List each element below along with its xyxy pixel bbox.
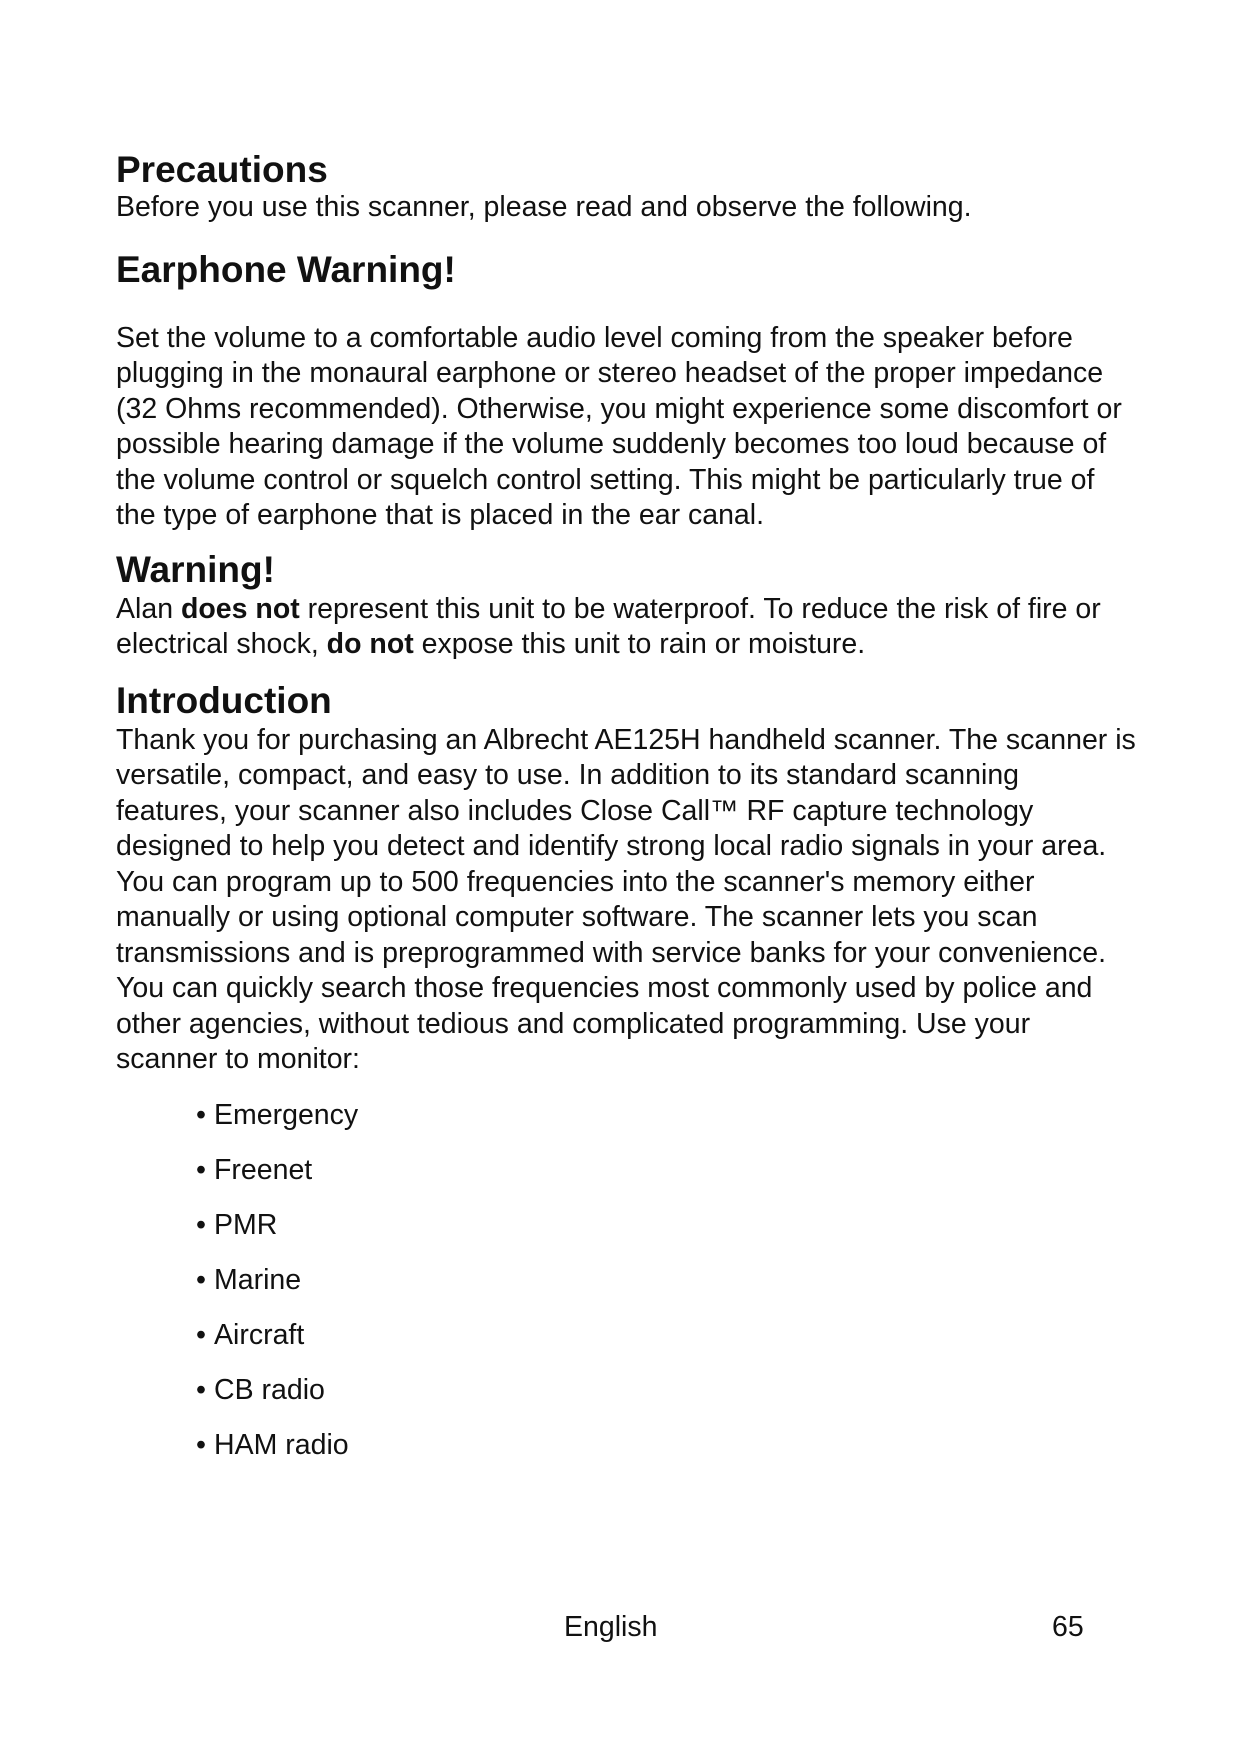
warning-heading: Warning! — [116, 548, 275, 590]
list-item-label: Aircraft — [214, 1318, 305, 1351]
list-item-label: Marine — [214, 1263, 302, 1296]
list-item-label: HAM radio — [214, 1428, 349, 1461]
precautions-lead: Before you use this scanner, please read and observe the following. — [116, 191, 972, 223]
introduction-paragraph: Thank you for purchasing an Albrecht AE125H handheld scanner. The scanner is versatile, compact, and easy to use. In addition to its standard scanning features, your scanner also includes Close Call™ RF capture technology designed to help you detect and identify strong local radio signals in your area. You can program up to 500 frequencies into the scanner's memory either manually or using optional computer software. The scanner lets you scan transmissions and is preprogrammed with service banks for your convenience. You can quickly search those frequencies most commonly used by police and other agencies, without tedious and complicated programming. Use your scanner to monitor: — [116, 723, 1136, 1075]
monitor-list — [196, 1098, 1136, 1463]
warning-text-2: represent this unit to be waterproof. To reduce the risk of fire or electrical shock, — [116, 592, 1101, 660]
list-item — [196, 1318, 1136, 1353]
bullet: • — [196, 1208, 206, 1241]
earphone-warning-heading: Earphone Warning! — [116, 248, 456, 290]
footer-language: English — [564, 1611, 658, 1643]
warning-bold-2: do not — [326, 628, 414, 660]
list-item — [196, 1373, 1136, 1408]
list-item — [196, 1208, 1136, 1243]
warning-bold-1: does not — [180, 592, 300, 625]
precautions-heading: Precautions — [116, 149, 328, 190]
bullet: • — [196, 1318, 206, 1351]
bullet: • — [196, 1428, 206, 1461]
bullet: • — [196, 1263, 206, 1296]
document-page — [116, 148, 1136, 1483]
list-item — [196, 1098, 1136, 1133]
list-item-label: CB radio — [214, 1373, 325, 1406]
list-item — [196, 1153, 1136, 1188]
introduction-heading: Introduction — [116, 679, 332, 721]
bullet: • — [196, 1153, 206, 1186]
list-item — [196, 1428, 1136, 1463]
list-item-label: Freenet — [214, 1153, 313, 1186]
warning-paragraph — [116, 592, 1136, 663]
list-item-label: Emergency — [214, 1098, 359, 1131]
page-number: 65 — [1052, 1611, 1084, 1643]
warning-text-3: expose this unit to rain or moisture. — [413, 628, 866, 660]
bullet: • — [196, 1373, 206, 1406]
list-item — [196, 1263, 1136, 1298]
earphone-warning-paragraph: Set the volume to a comfortable audio level coming from the speaker before plugging in the monaural earphone or stereo headset of the proper impedance (32 Ohms recommended). Otherwise, you might experience some discomfort or possible hearing damage if the volume suddenly becomes too loud because of the volume control or squelch control setting. This might be particularly true of the type of earphone that is placed in the ear canal. — [116, 321, 1122, 531]
list-item-label: PMR — [214, 1208, 278, 1241]
bullet: • — [196, 1098, 206, 1131]
warning-text-1: Alan — [116, 592, 181, 625]
